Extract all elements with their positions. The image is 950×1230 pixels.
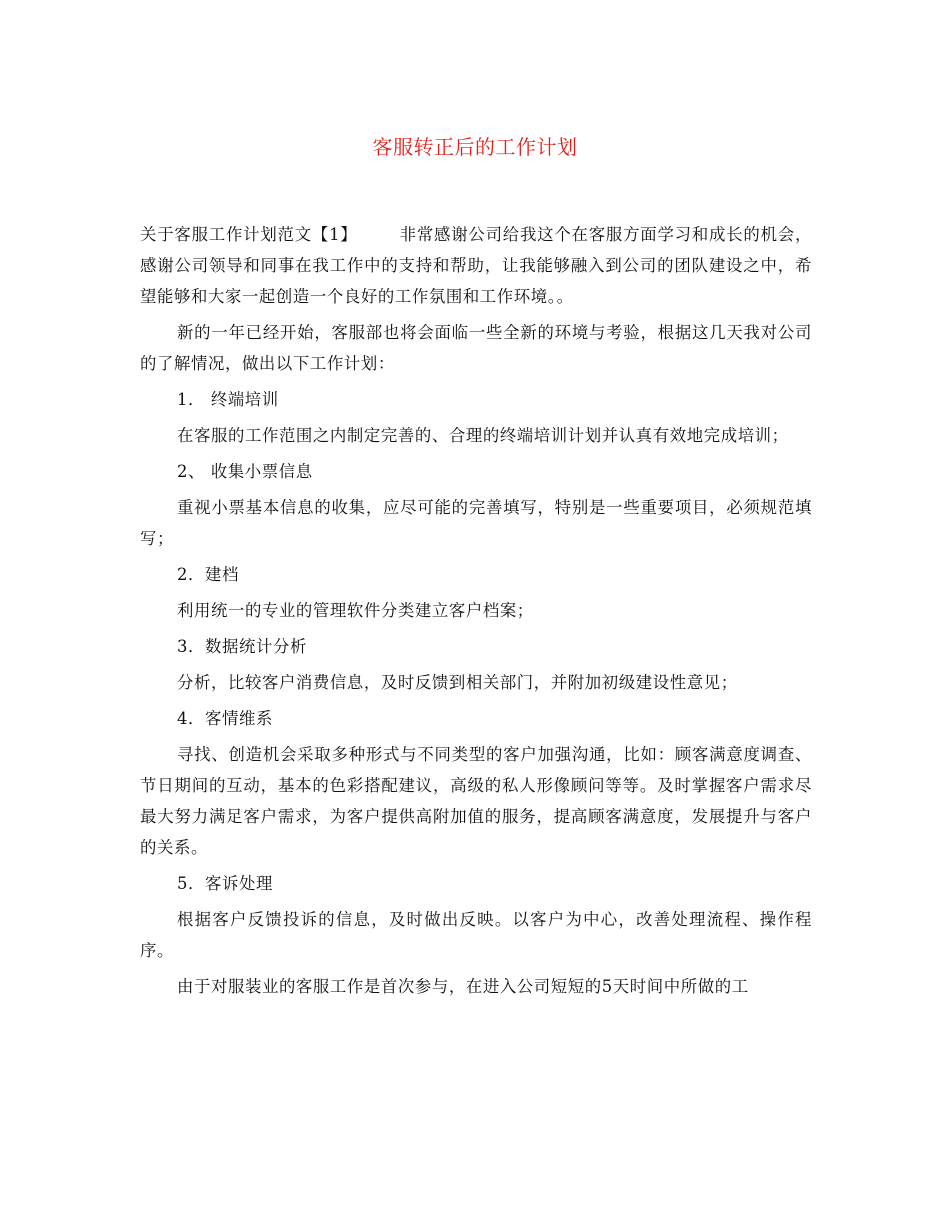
body-paragraph: 根据客户反馈投诉的信息，及时做出反映。以客户为中心，改善处理流程、操作程序。	[140, 910, 812, 960]
body-paragraph: 由于对服装业的客服工作是首次参与，在进入公司短短的5天时间中所做的工	[177, 977, 749, 996]
intro-text: 非常感谢公司给我这个在客服方面学习和成长的机会，感谢公司领导和同事在我工作中的支持和帮助，让我能够融入到公司的团队建设之中，希望能够和大家一起创造一个良好的工作氛围和工作环境。。	[140, 225, 812, 306]
body-paragraph: 新的一年已经开始，客服部也将会面临一些全新的环境与考验，根据这几天我对公司的了解情况，做出以下工作计划：	[140, 323, 812, 373]
document-title: 客服转正后的工作计划	[372, 135, 578, 159]
section-heading-training: 1． 终端培训	[177, 390, 279, 409]
body-paragraph: 重视小票基本信息的收集，应尽可能的完善填写，特别是一些重要项目，必须规范填写；	[140, 498, 812, 548]
intro-paragraph	[140, 219, 812, 312]
section-heading-complaints: 5．客诉处理	[177, 874, 273, 893]
body-paragraph: 在客服的工作范围之内制定完善的、合理的终端培训计划并认真有效地完成培训；	[177, 426, 789, 445]
body-paragraph: 利用统一的专业的管理软件分类建立客户档案；	[177, 601, 534, 620]
intro-label: 关于客服工作计划范文【1】	[140, 225, 358, 244]
section-heading-archive: 2．建档	[177, 565, 239, 584]
section-heading-receipts: 2、 收集小票信息	[177, 462, 313, 481]
section-heading-relations: 4．客情维系	[177, 709, 273, 728]
document-body	[140, 219, 812, 1007]
section-heading-statistics: 3．数据统计分析	[177, 637, 307, 656]
body-paragraph: 寻找、创造机会采取多种形式与不同类型的客户加强沟通，比如：顾客满意度调查、节日期间的互动，基本的色彩搭配建议，高级的私人形像顾问等等。及时掌握客户需求尽最大努力满足客户需求，为客户提供高附加值的服务，提高顾客满意度，发展提升与客户的关系。	[140, 745, 812, 857]
body-paragraph: 分析，比较客户消费信息，及时反馈到相关部门，并附加初级建设性意见；	[177, 673, 738, 692]
